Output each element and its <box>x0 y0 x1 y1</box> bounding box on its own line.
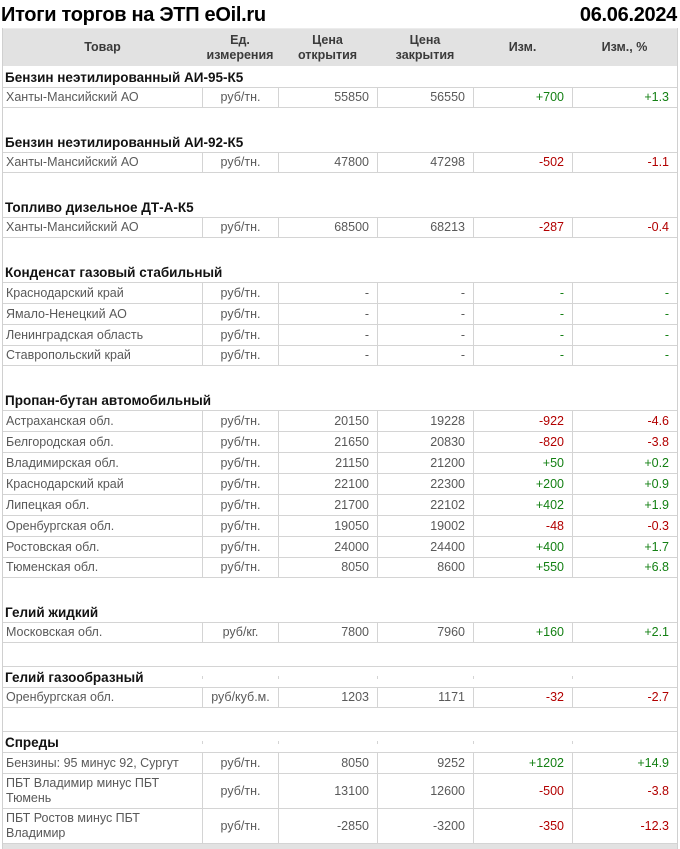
close-price-cell: - <box>377 346 473 365</box>
table-row <box>3 410 677 431</box>
open-price-cell: 13100 <box>278 774 377 808</box>
section <box>3 601 677 643</box>
section-title-empty-cell <box>572 676 677 679</box>
page-title: Итоги торгов на ЭТП eOil.ru <box>1 4 266 26</box>
unit-cell: руб/тн. <box>202 432 278 452</box>
unit-cell: руб/тн. <box>202 218 278 237</box>
change-pct-cell: -3.8 <box>572 432 677 452</box>
change-pct-cell: -1.1 <box>572 153 677 172</box>
section-title-row <box>3 731 677 752</box>
close-price-cell: 68213 <box>377 218 473 237</box>
unit-cell: руб/тн. <box>202 516 278 536</box>
change-cell: - <box>473 346 572 365</box>
open-price-cell: 24000 <box>278 537 377 557</box>
unit-cell: руб/тн. <box>202 153 278 172</box>
open-price-cell: 21700 <box>278 495 377 515</box>
change-pct-cell: - <box>572 283 677 303</box>
open-price-cell: - <box>278 304 377 324</box>
product-name-cell: Ленинградская область <box>6 327 144 342</box>
change-cell: -502 <box>473 153 572 172</box>
close-price-cell: 19228 <box>377 411 473 431</box>
section <box>3 731 677 844</box>
close-price-cell: 12600 <box>377 774 473 808</box>
section-title: Гелий газообразный <box>5 670 144 685</box>
product-name-cell: Краснодарский край <box>6 476 124 491</box>
table-row <box>3 282 677 303</box>
unit-cell: руб/тн. <box>202 495 278 515</box>
table-row <box>3 452 677 473</box>
open-price-cell: 8050 <box>278 558 377 577</box>
unit-cell: руб/тн. <box>202 774 278 808</box>
table-row <box>3 773 677 808</box>
unit-cell: руб/тн. <box>202 809 278 843</box>
close-price-cell: 47298 <box>377 153 473 172</box>
close-price-cell: 20830 <box>377 432 473 452</box>
open-price-cell: - <box>278 346 377 365</box>
open-price-cell: -2850 <box>278 809 377 843</box>
section <box>3 389 677 578</box>
change-cell: -287 <box>473 218 572 237</box>
section-title-empty-cell <box>278 676 377 679</box>
change-pct-cell: +0.2 <box>572 453 677 473</box>
change-cell: +400 <box>473 537 572 557</box>
unit-cell: руб/тн. <box>202 474 278 494</box>
section-title-empty-cell <box>473 676 572 679</box>
change-cell: - <box>473 325 572 345</box>
unit-cell: руб/тн. <box>202 325 278 345</box>
change-pct-cell: -4.6 <box>572 411 677 431</box>
section-gap <box>3 366 677 389</box>
product-name-cell: Московская обл. <box>6 625 103 639</box>
open-price-cell: 55850 <box>278 88 377 107</box>
change-pct-cell: +0.9 <box>572 474 677 494</box>
section-title: Гелий жидкий <box>5 604 99 620</box>
close-price-cell: 22102 <box>377 495 473 515</box>
change-pct-cell: -3.8 <box>572 774 677 808</box>
table-row <box>3 345 677 366</box>
close-price-cell: -3200 <box>377 809 473 843</box>
change-cell: +700 <box>473 88 572 107</box>
section-title-empty-cell <box>202 741 278 744</box>
table-row <box>3 473 677 494</box>
table-row <box>3 152 677 173</box>
close-price-cell: 8600 <box>377 558 473 577</box>
change-cell: -48 <box>473 516 572 536</box>
product-name-cell: Ямало-Ненецкий АО <box>6 306 127 321</box>
close-price-cell: - <box>377 304 473 324</box>
change-pct-cell: +1.3 <box>572 88 677 107</box>
table-row <box>3 622 677 643</box>
column-header-row <box>3 28 677 66</box>
section-gap <box>3 643 677 666</box>
change-pct-cell: +14.9 <box>572 753 677 773</box>
change-pct-cell: -12.3 <box>572 809 677 843</box>
section-title-empty-cell <box>202 676 278 679</box>
open-price-cell: 1203 <box>278 688 377 707</box>
product-name-cell: Владимирская обл. <box>6 455 119 470</box>
close-price-cell: - <box>377 325 473 345</box>
table-row <box>3 808 677 844</box>
change-pct-cell: -2.7 <box>572 688 677 707</box>
column-header-unit: Ед. измерения <box>206 32 274 62</box>
results-table <box>2 28 678 849</box>
change-pct-cell: -0.3 <box>572 516 677 536</box>
close-price-cell: 21200 <box>377 453 473 473</box>
unit-cell: руб/тн. <box>202 304 278 324</box>
report-date: 06.06.2024 <box>579 4 677 26</box>
change-pct-cell: +1.9 <box>572 495 677 515</box>
change-pct-cell: - <box>572 304 677 324</box>
product-name-cell: Оренбургская обл. <box>6 518 115 533</box>
section-gap <box>3 578 677 601</box>
section-title-empty-cell <box>278 741 377 744</box>
bottom-strip <box>3 844 677 849</box>
open-price-cell: 21150 <box>278 453 377 473</box>
product-name-cell: Астраханская обл. <box>6 413 114 428</box>
product-name-cell: ПБТ Владимир минус ПБТ Тюмень <box>6 776 160 805</box>
section-gap <box>3 238 677 261</box>
change-cell: +550 <box>473 558 572 577</box>
column-header-product: Товар <box>84 40 121 54</box>
section-title-empty-cell <box>473 741 572 744</box>
section-gap <box>3 708 677 731</box>
open-price-cell: 22100 <box>278 474 377 494</box>
change-pct-cell: +6.8 <box>572 558 677 577</box>
close-price-cell: 7960 <box>377 623 473 642</box>
change-pct-cell: - <box>572 346 677 365</box>
table-body <box>3 66 677 844</box>
close-price-cell: 22300 <box>377 474 473 494</box>
close-price-cell: 1171 <box>377 688 473 707</box>
change-cell: -32 <box>473 688 572 707</box>
unit-cell: руб/тн. <box>202 88 278 107</box>
column-header-change-pct: Изм., % <box>601 40 648 54</box>
table-row <box>3 536 677 557</box>
section-title: Конденсат газовый стабильный <box>5 264 223 280</box>
product-name-cell: Липецкая обл. <box>6 497 90 512</box>
unit-cell: руб/тн. <box>202 558 278 577</box>
change-cell: +200 <box>473 474 572 494</box>
table-row <box>3 324 677 345</box>
unit-cell: руб/тн. <box>202 753 278 773</box>
close-price-cell: 56550 <box>377 88 473 107</box>
section-title: Топливо дизельное ДТ-А-К5 <box>5 199 194 215</box>
open-price-cell: 21650 <box>278 432 377 452</box>
section <box>3 131 677 173</box>
product-name-cell: ПБТ Ростов минус ПБТ Владимир <box>6 811 140 840</box>
change-pct-cell: -0.4 <box>572 218 677 237</box>
section-title-empty-cell <box>377 741 473 744</box>
unit-cell: руб/тн. <box>202 453 278 473</box>
table-row <box>3 557 677 578</box>
change-cell: -922 <box>473 411 572 431</box>
change-cell: +160 <box>473 623 572 642</box>
unit-cell: руб/тн. <box>202 283 278 303</box>
unit-cell: руб/тн. <box>202 537 278 557</box>
section <box>3 66 677 108</box>
close-price-cell: - <box>377 283 473 303</box>
close-price-cell: 9252 <box>377 753 473 773</box>
section-title: Спреды <box>5 735 59 750</box>
section <box>3 261 677 366</box>
table-row <box>3 687 677 708</box>
change-cell: -820 <box>473 432 572 452</box>
change-pct-cell: +2.1 <box>572 623 677 642</box>
change-cell: - <box>473 283 572 303</box>
unit-cell: руб/куб.м. <box>202 688 278 707</box>
column-header-close-price: Цена закрытия <box>395 32 455 62</box>
table-row <box>3 87 677 108</box>
open-price-cell: 19050 <box>278 516 377 536</box>
product-name-cell: Ханты-Мансийский АО <box>6 90 139 104</box>
section-title-empty-cell <box>572 741 677 744</box>
unit-cell: руб/тн. <box>202 411 278 431</box>
open-price-cell: - <box>278 283 377 303</box>
open-price-cell: 47800 <box>278 153 377 172</box>
table-row <box>3 494 677 515</box>
section-title: Пропан-бутан автомобильный <box>5 392 212 408</box>
close-price-cell: 24400 <box>377 537 473 557</box>
unit-cell: руб/кг. <box>202 623 278 642</box>
change-cell: -350 <box>473 809 572 843</box>
product-name-cell: Краснодарский край <box>6 285 124 300</box>
close-price-cell: 19002 <box>377 516 473 536</box>
open-price-cell: 8050 <box>278 753 377 773</box>
change-pct-cell: - <box>572 325 677 345</box>
section-title-empty-cell <box>377 676 473 679</box>
open-price-cell: 20150 <box>278 411 377 431</box>
product-name-cell: Тюменская обл. <box>6 560 99 574</box>
change-cell: +402 <box>473 495 572 515</box>
change-cell: - <box>473 304 572 324</box>
change-cell: +1202 <box>473 753 572 773</box>
section <box>3 666 677 708</box>
table-row <box>3 752 677 773</box>
change-cell: +50 <box>473 453 572 473</box>
product-name-cell: Ханты-Мансийский АО <box>6 220 139 234</box>
product-name-cell: Белгородская обл. <box>6 434 114 449</box>
product-name-cell: Ростовская обл. <box>6 539 100 554</box>
section-title-row <box>3 666 677 687</box>
product-name-cell: Ханты-Мансийский АО <box>6 155 139 169</box>
product-name-cell: Оренбургская обл. <box>6 690 115 704</box>
column-header-change: Изм. <box>508 40 537 54</box>
column-header-open-price: Цена открытия <box>297 32 358 62</box>
section-title: Бензин неэтилированный АИ-92-К5 <box>5 134 244 150</box>
change-pct-cell: +1.7 <box>572 537 677 557</box>
open-price-cell: - <box>278 325 377 345</box>
section-gap <box>3 173 677 196</box>
open-price-cell: 7800 <box>278 623 377 642</box>
page-titlebar <box>0 0 680 28</box>
product-name-cell: Бензины: 95 минус 92, Сургут <box>6 755 179 770</box>
open-price-cell: 68500 <box>278 218 377 237</box>
section <box>3 196 677 238</box>
table-row <box>3 515 677 536</box>
unit-cell: руб/тн. <box>202 346 278 365</box>
table-row <box>3 217 677 238</box>
product-name-cell: Ставропольский край <box>6 348 131 362</box>
table-row <box>3 303 677 324</box>
table-row <box>3 431 677 452</box>
section-gap <box>3 108 677 131</box>
change-cell: -500 <box>473 774 572 808</box>
section-title: Бензин неэтилированный АИ-95-К5 <box>5 69 244 85</box>
